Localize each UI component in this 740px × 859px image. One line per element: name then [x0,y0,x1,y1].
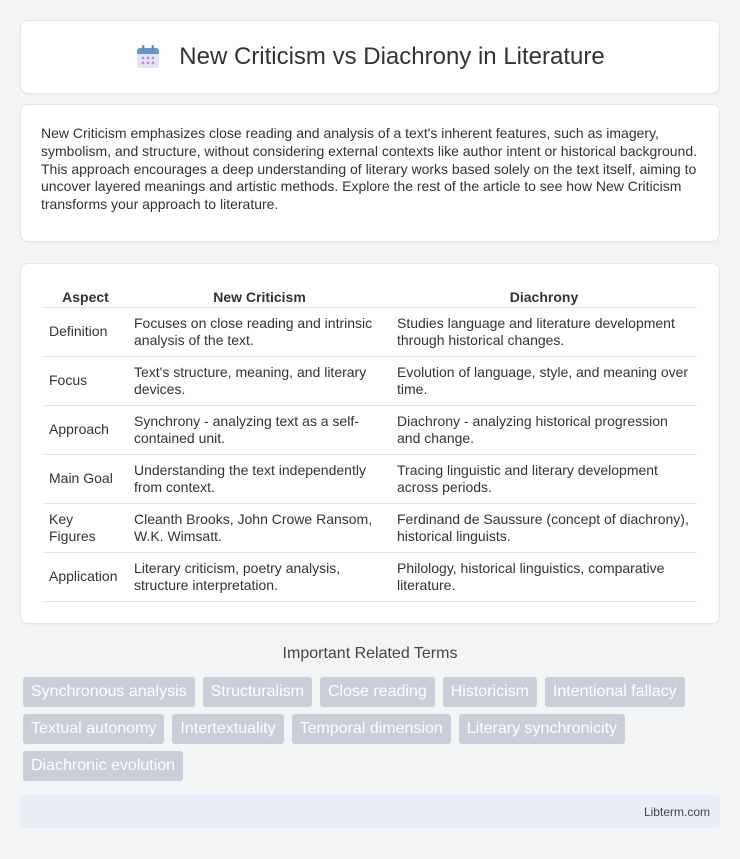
row-new-criticism: Focuses on close reading and intrinsic analysis of the text. [128,308,391,357]
row-diachrony: Philology, historical linguistics, comparative literature. [391,553,697,602]
table-row [43,357,697,406]
related-term-tag[interactable]: Literary synchronicity [459,714,625,744]
comparison-table [43,284,697,602]
intro-card [20,104,720,242]
table-row [43,504,697,553]
table-header-row [43,284,697,308]
related-term-tag[interactable]: Temporal dimension [292,714,451,744]
intro-paragraph: New Criticism emphasizes close reading and analysis of a text's inherent features, such as imagery, symbolism, and structure, without considering external contexts like author intent or historical background. This approach encourages a deep understanding of literary works based solely on the text itself, aiming to uncover layered meanings and artistic methods. Explore the rest of the article to see how New Criticism transforms your approach to literature. [41,125,697,213]
related-terms-list [23,677,723,781]
page-title: New Criticism vs Diachrony in Literature [179,43,605,70]
table-row [43,455,697,504]
calendar-icon [135,44,161,70]
related-term-tag[interactable]: Intentional fallacy [545,677,685,707]
row-aspect: Focus [43,357,128,406]
table-row [43,553,697,602]
row-diachrony: Diachrony - analyzing historical progression and change. [391,406,697,455]
table-row [43,308,697,357]
related-term-tag[interactable]: Historicism [443,677,537,707]
related-term-tag[interactable]: Intertextuality [172,714,283,744]
row-new-criticism: Cleanth Brooks, John Crowe Ransom, W.K. Wimsatt. [128,504,391,553]
row-new-criticism: Synchrony - analyzing text as a self-contained unit. [128,406,391,455]
row-new-criticism: Literary criticism, poetry analysis, structure interpretation. [128,553,391,602]
row-aspect: Definition [43,308,128,357]
row-new-criticism: Understanding the text independently from context. [128,455,391,504]
column-header-aspect: Aspect [43,284,128,308]
column-header-new-criticism: New Criticism [128,284,391,308]
header-card [20,20,720,94]
row-new-criticism: Text's structure, meaning, and literary devices. [128,357,391,406]
row-aspect: Key Figures [43,504,128,553]
related-term-tag[interactable]: Textual autonomy [23,714,164,744]
related-term-tag[interactable]: Close reading [320,677,435,707]
row-diachrony: Evolution of language, style, and meaning over time. [391,357,697,406]
footer-site-link[interactable]: Libterm.com [643,805,710,819]
column-header-diachrony: Diachrony [391,284,697,308]
row-diachrony: Ferdinand de Saussure (concept of diachrony), historical linguists. [391,504,697,553]
related-term-tag[interactable]: Diachronic evolution [23,751,183,781]
table-row [43,406,697,455]
footer [20,795,720,828]
comparison-table-card [20,263,720,624]
row-aspect: Main Goal [43,455,128,504]
related-terms-heading: Important Related Terms [282,645,458,662]
row-aspect: Approach [43,406,128,455]
related-term-tag[interactable]: Synchronous analysis [23,677,195,707]
row-diachrony: Studies language and literature development through historical changes. [391,308,697,357]
row-diachrony: Tracing linguistic and literary development across periods. [391,455,697,504]
row-aspect: Application [43,553,128,602]
related-term-tag[interactable]: Structuralism [203,677,312,707]
